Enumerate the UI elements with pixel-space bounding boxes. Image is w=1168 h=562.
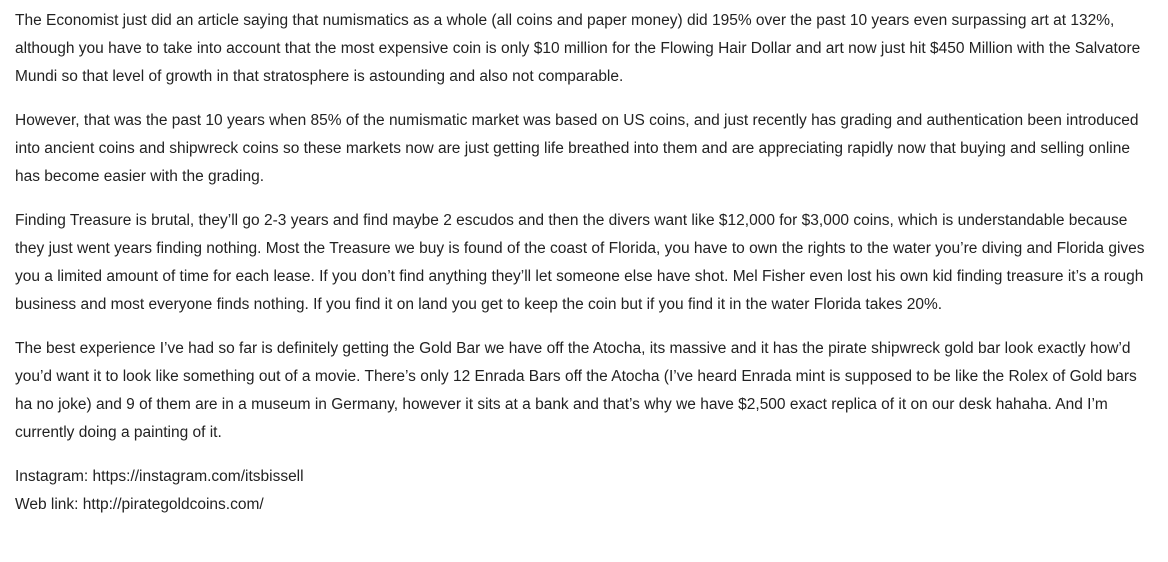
- paragraph-numismatics-growth: The Economist just did an article saying that numismatics as a whole (all coins and paper money) did 195% over the past 10 years even surpassing art at 132%, although you have to take into account that the most expensive coin is only $10 million for the Flowing Hair Dollar and art now just hit $450 Million with the Salvatore Mundi so that level of growth in that stratosphere is astounding and also not comparable.: [15, 12, 1141, 85]
- contact-links: [15, 463, 1153, 519]
- paragraph-atocha-gold-bar: The best experience I’ve had so far is definitely getting the Gold Bar we have off the Atocha, its massive and it has the pirate shipwreck gold bar look exactly how’d you’d want it to look like something out of a movie. There’s only 12 Enrada Bars off the Atocha (I’ve heard Enrada mint is supposed to be like the Rolex of Gold bars ha no joke) and 9 of them are in a museum in Germany, however it sits at a bank and that’s why we have $2,500 exact replica of it on our desk hahaha. And I’m currently doing a painting of it.: [15, 340, 1137, 441]
- paragraph-market-grading: However, that was the past 10 years when 85% of the numismatic market was based on US coins, and just recently has grading and authentication been introduced into ancient coins and shipwreck coins so these markets now are just getting life breathed into them and are appreciating rapidly now that buying and selling online has become easier with the grading.: [15, 112, 1139, 185]
- web-link[interactable]: Web link: http://pirategoldcoins.com/: [15, 496, 264, 513]
- paragraph-finding-treasure: Finding Treasure is brutal, they’ll go 2-3 years and find maybe 2 escudos and then the divers want like $12,000 for $3,000 coins, which is understandable because they just went years finding nothing. Most the Treasure we buy is found of the coast of Florida, you have to own the rights to the water you’re diving and Florida gives you a limited amount of time for each lease. If you don’t find anything they’ll let someone else have shot. Mel Fisher even lost his own kid finding treasure it’s a rough business and most everyone finds nothing. If you find it on land you get to keep the coin but if you find it in the water Florida takes 20%.: [15, 212, 1145, 313]
- instagram-link[interactable]: Instagram: https://instagram.com/itsbissell: [15, 468, 304, 485]
